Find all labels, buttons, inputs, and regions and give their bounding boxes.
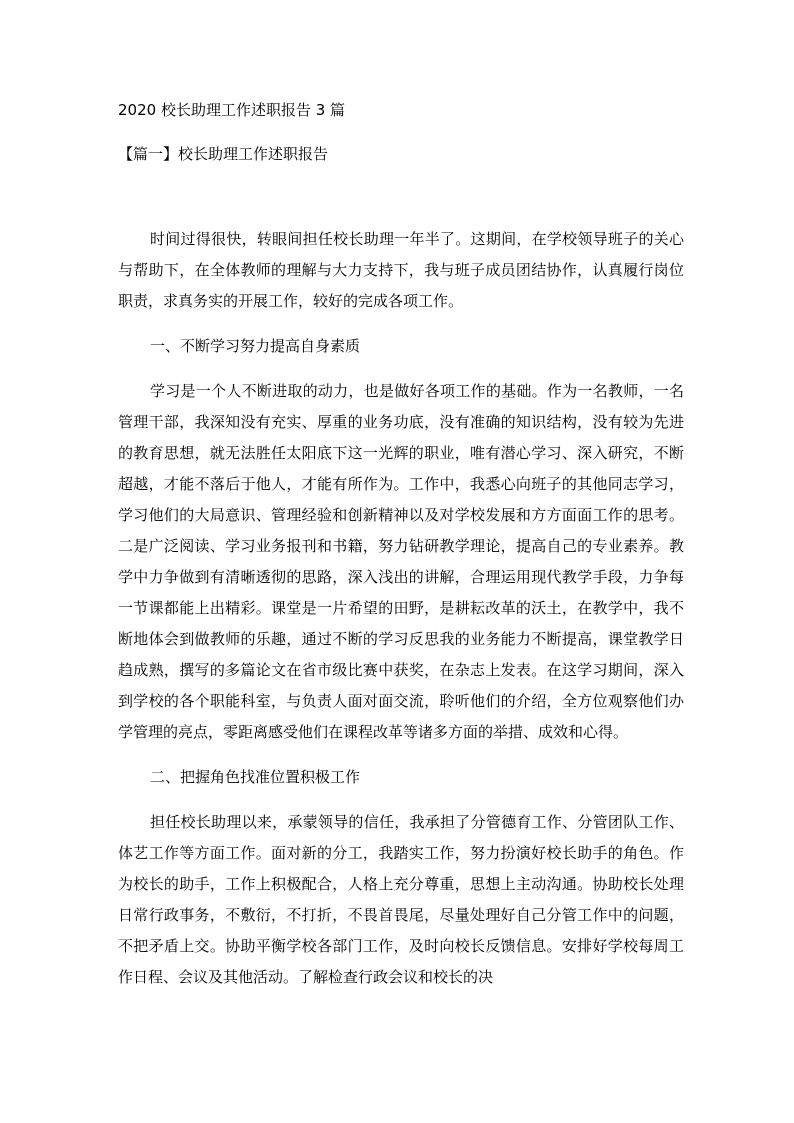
paragraph-role: 担任校长助理以来，承蒙领导的信任，我承担了分管德育工作、分管团队工作、体艺工作等方面工作。面对新的分工，我踏实工作，努力扮演好校长助手的角色。作为校长的助手，工作上积极配合，人格上充分尊重，思想上主动沟通。协助校长处理日常行政事务，不敷衍，不打折，不畏首畏尾，尽量处理好自己分管工作中的问题，不把矛盾上交。协助平衡学校各部门工作，及时向校长反馈信息。安排好学校每周工作日程、会议及其他活动。了解检查行政会议和校长的决: [118, 813, 684, 986]
heading-2: 二、把握角色找准位置积极工作: [150, 768, 361, 786]
paragraph-study: 学习是一个人不断进取的动力，也是做好各项工作的基础。作为一名教师，一名管理干部，我深知没有充实、厚重的业务功底，没有准确的知识结构，没有较为先进的教育思想，就无法胜任太阳底下这一光辉的职业，唯有潜心学习、深入研究，不断超越，才能不落后于他人，才能有所作为。工作中，我悉心向班子的其他同志学习，学习他们的大局意识、管理经验和创新精神以及对学校发展和方方面面工作的思考。二是广泛阅读、学习业务报刊和书籍，努力钻研教学理论，提高自己的专业素养。教学中力争做到有清晰透彻的思路，深入浅出的讲解，合理运用现代教学手段，力争每一节课都能上出精彩。课堂是一片希望的田野，是耕耘改革的沃土，在教学中，我不断地体会到做教师的乐趣，通过不断的学习反思我的业务能力不断提高，课堂教学日趋成熟，撰写的多篇论文在省市级比赛中获奖，在杂志上发表。在这学习期间，深入到学校的各个职能科室，与负责人面对面交流，聆听他们的介绍，全方位观察他们办学管理的亮点，零距离感受他们在课程改革等诸多方面的举措、成效和心得。: [118, 382, 684, 741]
document-body: [118, 224, 684, 993]
paragraph-intro: 时间过得很快，转眼间担任校长助理一年半了。这期间，在学校领导班子的关心与帮助下，在全体教师的理解与大力支持下，我与班子成员团结协作，认真履行岗位职责，求真务实的开展工作，较好的完成各项工作。: [118, 230, 684, 310]
heading-1: 一、不断学习努力提高自身素质: [150, 337, 361, 355]
document-title: 2020 校长助理工作述职报告 3 篇: [118, 101, 346, 119]
section-title: 【篇一】校长助理工作述职报告: [118, 145, 329, 163]
